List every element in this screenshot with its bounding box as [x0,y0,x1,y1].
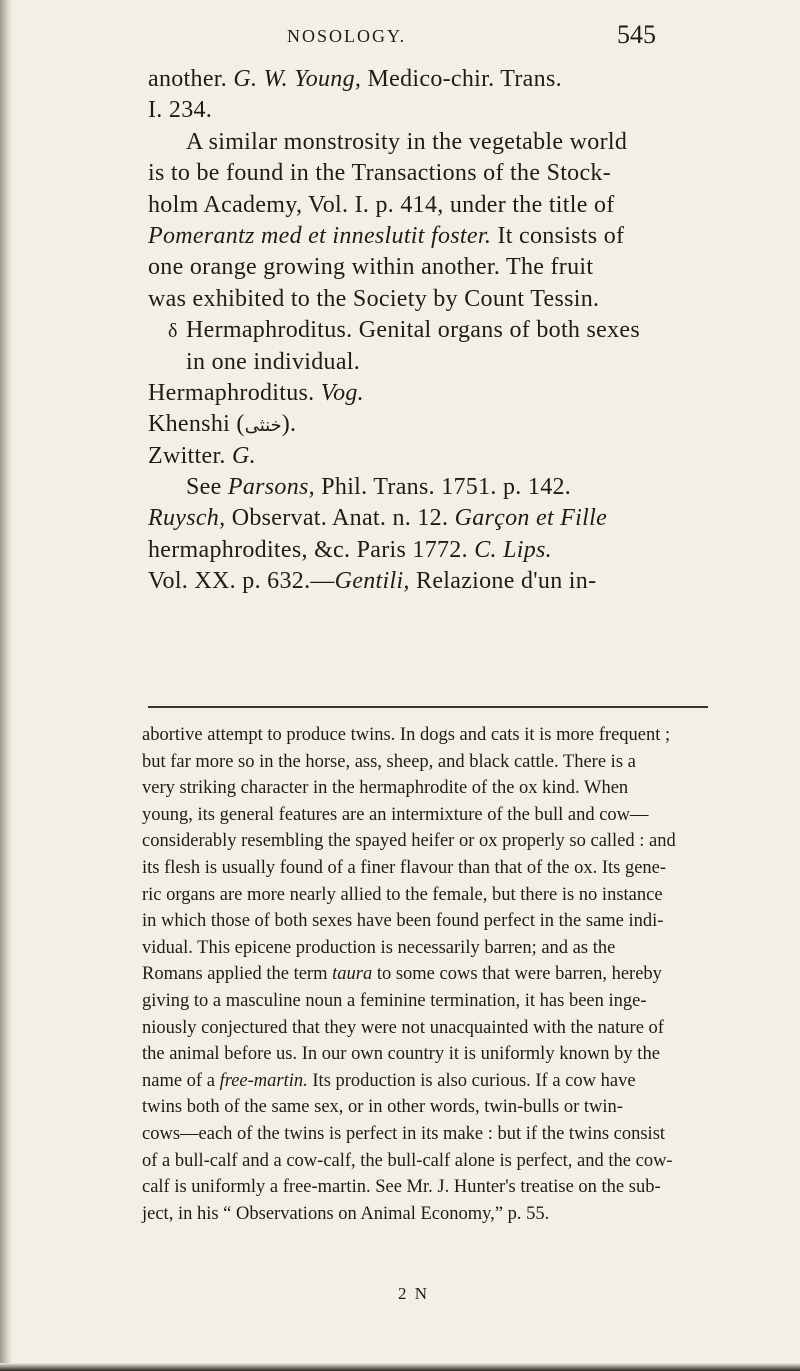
footnote-line: calf is uniformly a free-martin. See Mr. J. Hunter's treatise on the sub- [142,1177,661,1198]
synonym-line: Hermaphroditus. Vog. [148,379,364,406]
running-head: NOSOLOGY. [287,26,407,46]
synonym-line: Zwitter. G. [148,442,256,469]
footnote-line: vidual. This epicene production is necessarily barren; and as the [142,937,616,958]
footnote-line: of a bull-calf and a cow-calf, the bull-calf alone is perfect, and the cow- [142,1150,673,1171]
page-number: 545 [617,20,656,49]
footnote-line: in which those of both sexes have been found perfect in the same indi- [142,911,664,932]
reference-line: See Parsons, Phil. Trans. 1751. p. 142. [186,474,572,501]
footnote-line: ric organs are more nearly allied to the female, but there is no instance [142,884,663,905]
page-binding-edge [0,0,12,1371]
synonym-line: Khenshi (خنثى). [148,411,297,438]
footnote-line: niously conjectured that they were not unacquainted with the nature of [142,1017,664,1038]
text-line: I. 234. [148,97,213,124]
paragraph-start: A similar monstrosity in the vegetable world [186,128,628,155]
text-line: another. G. W. Young, Medico-chir. Trans. [148,66,562,92]
reference-line: Vol. XX. p. 632.—Gentili, Relazione d'un in- [148,568,597,595]
footnote-line: giving to a masculine noun a feminine termination, it has been inge- [142,990,647,1011]
footnote-line: its flesh is usually found of a finer flavour than that of the ox. Its gene- [142,857,667,878]
footnote [142,722,712,1227]
text-line: was exhibited to the Society by Count Tessin. [148,285,600,312]
footnote-line: Romans applied the term taura to some cows that were barren, hereby [142,964,662,985]
footnote-line: abortive attempt to produce twins. In dogs and cats it is more frequent ; [142,725,671,745]
main-text [148,64,708,598]
footnote-line: the animal before us. In our own country it is uniformly known by the [142,1044,660,1065]
footnote-line: name of a free-martin. Its production is also curious. If a cow have [142,1070,636,1091]
footnote-line: but far more so in the horse, ass, sheep, and black cattle. There is a [142,751,636,772]
book-title: Pomerantz med et inneslutit foster. [148,222,492,249]
text-line: in one individual. [186,348,361,375]
footnote-line: twins both of the same sex, or in other words, twin-bulls or twin- [142,1097,623,1118]
arabic-word: خنثى [244,415,282,437]
signature-mark: 2 N [398,1284,430,1303]
text-line: holm Academy, Vol. I. p. 414, under the title of [148,191,615,218]
text-line: one orange growing within another. The fruit [148,254,594,281]
reference-line: Ruysch, Observat. Anat. n. 12. Garçon et Fille [148,505,608,532]
text-line: is to be found in the Transactions of the Stock- [148,160,612,187]
footnote-rule [148,706,708,708]
delta-mark: δ [168,320,178,343]
footnote-line: young, its general features are an intermixture of the bull and cow— [142,804,649,825]
page-header [287,20,687,50]
author-name: G. W. Young, [233,66,362,92]
text-line: Pomerantz med et inneslutit foster. It consists of [148,222,625,249]
reference-line: hermaphrodites, &c. Paris 1772. C. Lips. [148,536,552,563]
footnote-line: very striking character in the hermaphrodite of the ox kind. When [142,778,629,799]
species-entry: δ Hermaphroditus. Genital organs of both sexes [148,315,708,346]
footnote-line: ject, in his “ Observations on Animal Economy,” p. 55. [142,1203,550,1224]
page-bottom-edge [0,1363,800,1371]
footnote-line: cows—each of the twins is perfect in its make : but if the twins consist [142,1123,666,1144]
footnote-line: considerably resembling the spayed heifer or ox properly so called : and [142,831,676,852]
